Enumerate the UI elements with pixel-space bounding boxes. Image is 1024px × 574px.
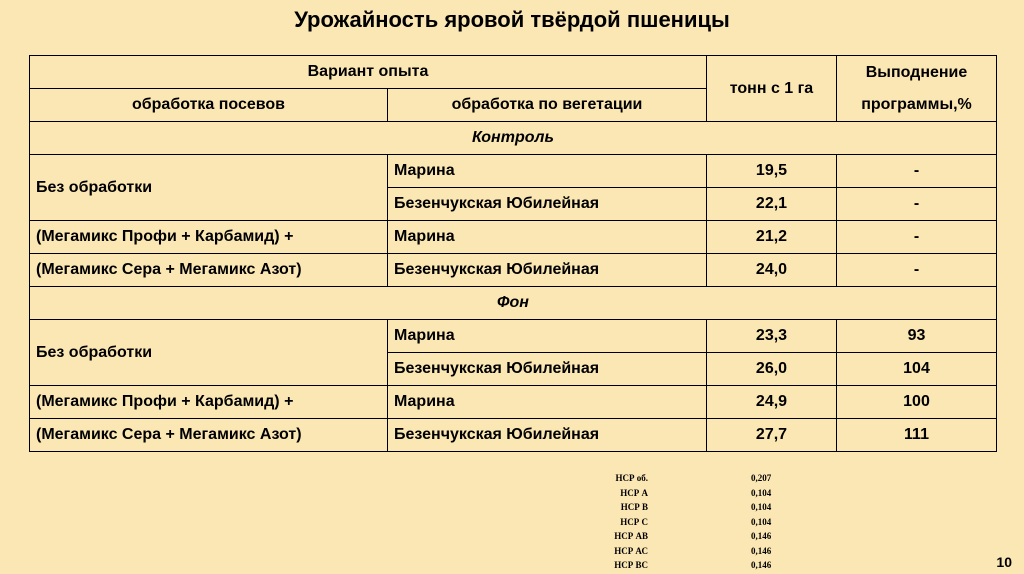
program-cell: - [837,155,997,188]
yield-cell: 24,9 [707,386,837,419]
stat-label: НСР В [620,502,648,512]
section-background: Фон [30,287,997,320]
header-program [837,56,997,122]
yield-cell: 22,1 [707,188,837,221]
variety-cell: Марина [388,320,707,353]
stat-value: 0,104 [751,487,772,498]
yield-table [29,55,997,452]
header-program-line1: Выподнение [865,63,968,81]
lsd-stats [580,471,820,573]
header-processing-vegetation: обработка по вегетации [388,89,707,122]
yield-cell: 19,5 [707,155,837,188]
stat-label: НСР С [620,516,648,527]
table-header-row [30,56,997,89]
program-cell: 100 [837,386,997,419]
stat-value: 0,104 [751,516,772,527]
stat-value: 0,146 [751,545,772,556]
stat-label: НСР АВ [614,531,648,541]
stat-row [580,544,820,559]
stat-value: 0,146 [751,531,772,541]
treatment-cell-line1: (Мегамикс Профи + Карбамид) + [30,386,388,419]
program-cell: 93 [837,320,997,353]
table-row [30,419,997,452]
yield-cell: 27,7 [707,419,837,452]
table-row [30,254,997,287]
variety-cell: Безенчукская Юбилейная [388,353,707,386]
program-cell: 111 [837,419,997,452]
header-yield: тонн с 1 га [707,56,837,122]
program-cell: 104 [837,353,997,386]
stat-value: 0,104 [751,502,772,512]
variety-cell: Безенчукская Юбилейная [388,254,707,287]
stat-row [580,500,820,515]
variety-cell: Марина [388,221,707,254]
section-row [30,122,997,155]
table-row [30,320,997,353]
stat-label: НСР ВС [614,560,648,570]
yield-cell: 21,2 [707,221,837,254]
stat-value: 0,207 [751,473,772,483]
header-processing-sowing: обработка посевов [30,89,388,122]
variety-cell: Марина [388,386,707,419]
stat-row [580,529,820,544]
treatment-cell-line2: (Мегамикс Сера + Мегамикс Азот) [30,254,388,287]
stat-label: НСР А [620,487,648,498]
stat-label: НСР об. [615,473,648,483]
treatment-cell: Без обработки [30,155,388,221]
slide-title: Урожайность яровой твёрдой пшеницы [294,7,730,32]
stat-row [580,558,820,573]
section-control: Контроль [30,122,997,155]
table-row [30,155,997,188]
table-row [30,221,997,254]
stat-value: 0,146 [751,560,772,570]
stat-row [580,471,820,486]
treatment-cell-line2: (Мегамикс Сера + Мегамикс Азот) [30,419,388,452]
stat-row [580,486,820,501]
header-variant: Вариант опыта [30,56,707,89]
section-row [30,287,997,320]
yield-cell: 23,3 [707,320,837,353]
yield-cell: 26,0 [707,353,837,386]
variety-cell: Безенчукская Юбилейная [388,188,707,221]
treatment-cell-line1: (Мегамикс Профи + Карбамид) + [30,221,388,254]
header-program-line2: программы,% [861,95,972,113]
program-cell: - [837,254,997,287]
variety-cell: Безенчукская Юбилейная [388,419,707,452]
page-number: 10 [996,554,1012,570]
variety-cell: Марина [388,155,707,188]
treatment-cell: Без обработки [30,320,388,386]
program-cell: - [837,221,997,254]
yield-cell: 24,0 [707,254,837,287]
stat-label: НСР АС [614,545,648,556]
table-row [30,386,997,419]
program-cell: - [837,188,997,221]
stat-row [580,515,820,530]
